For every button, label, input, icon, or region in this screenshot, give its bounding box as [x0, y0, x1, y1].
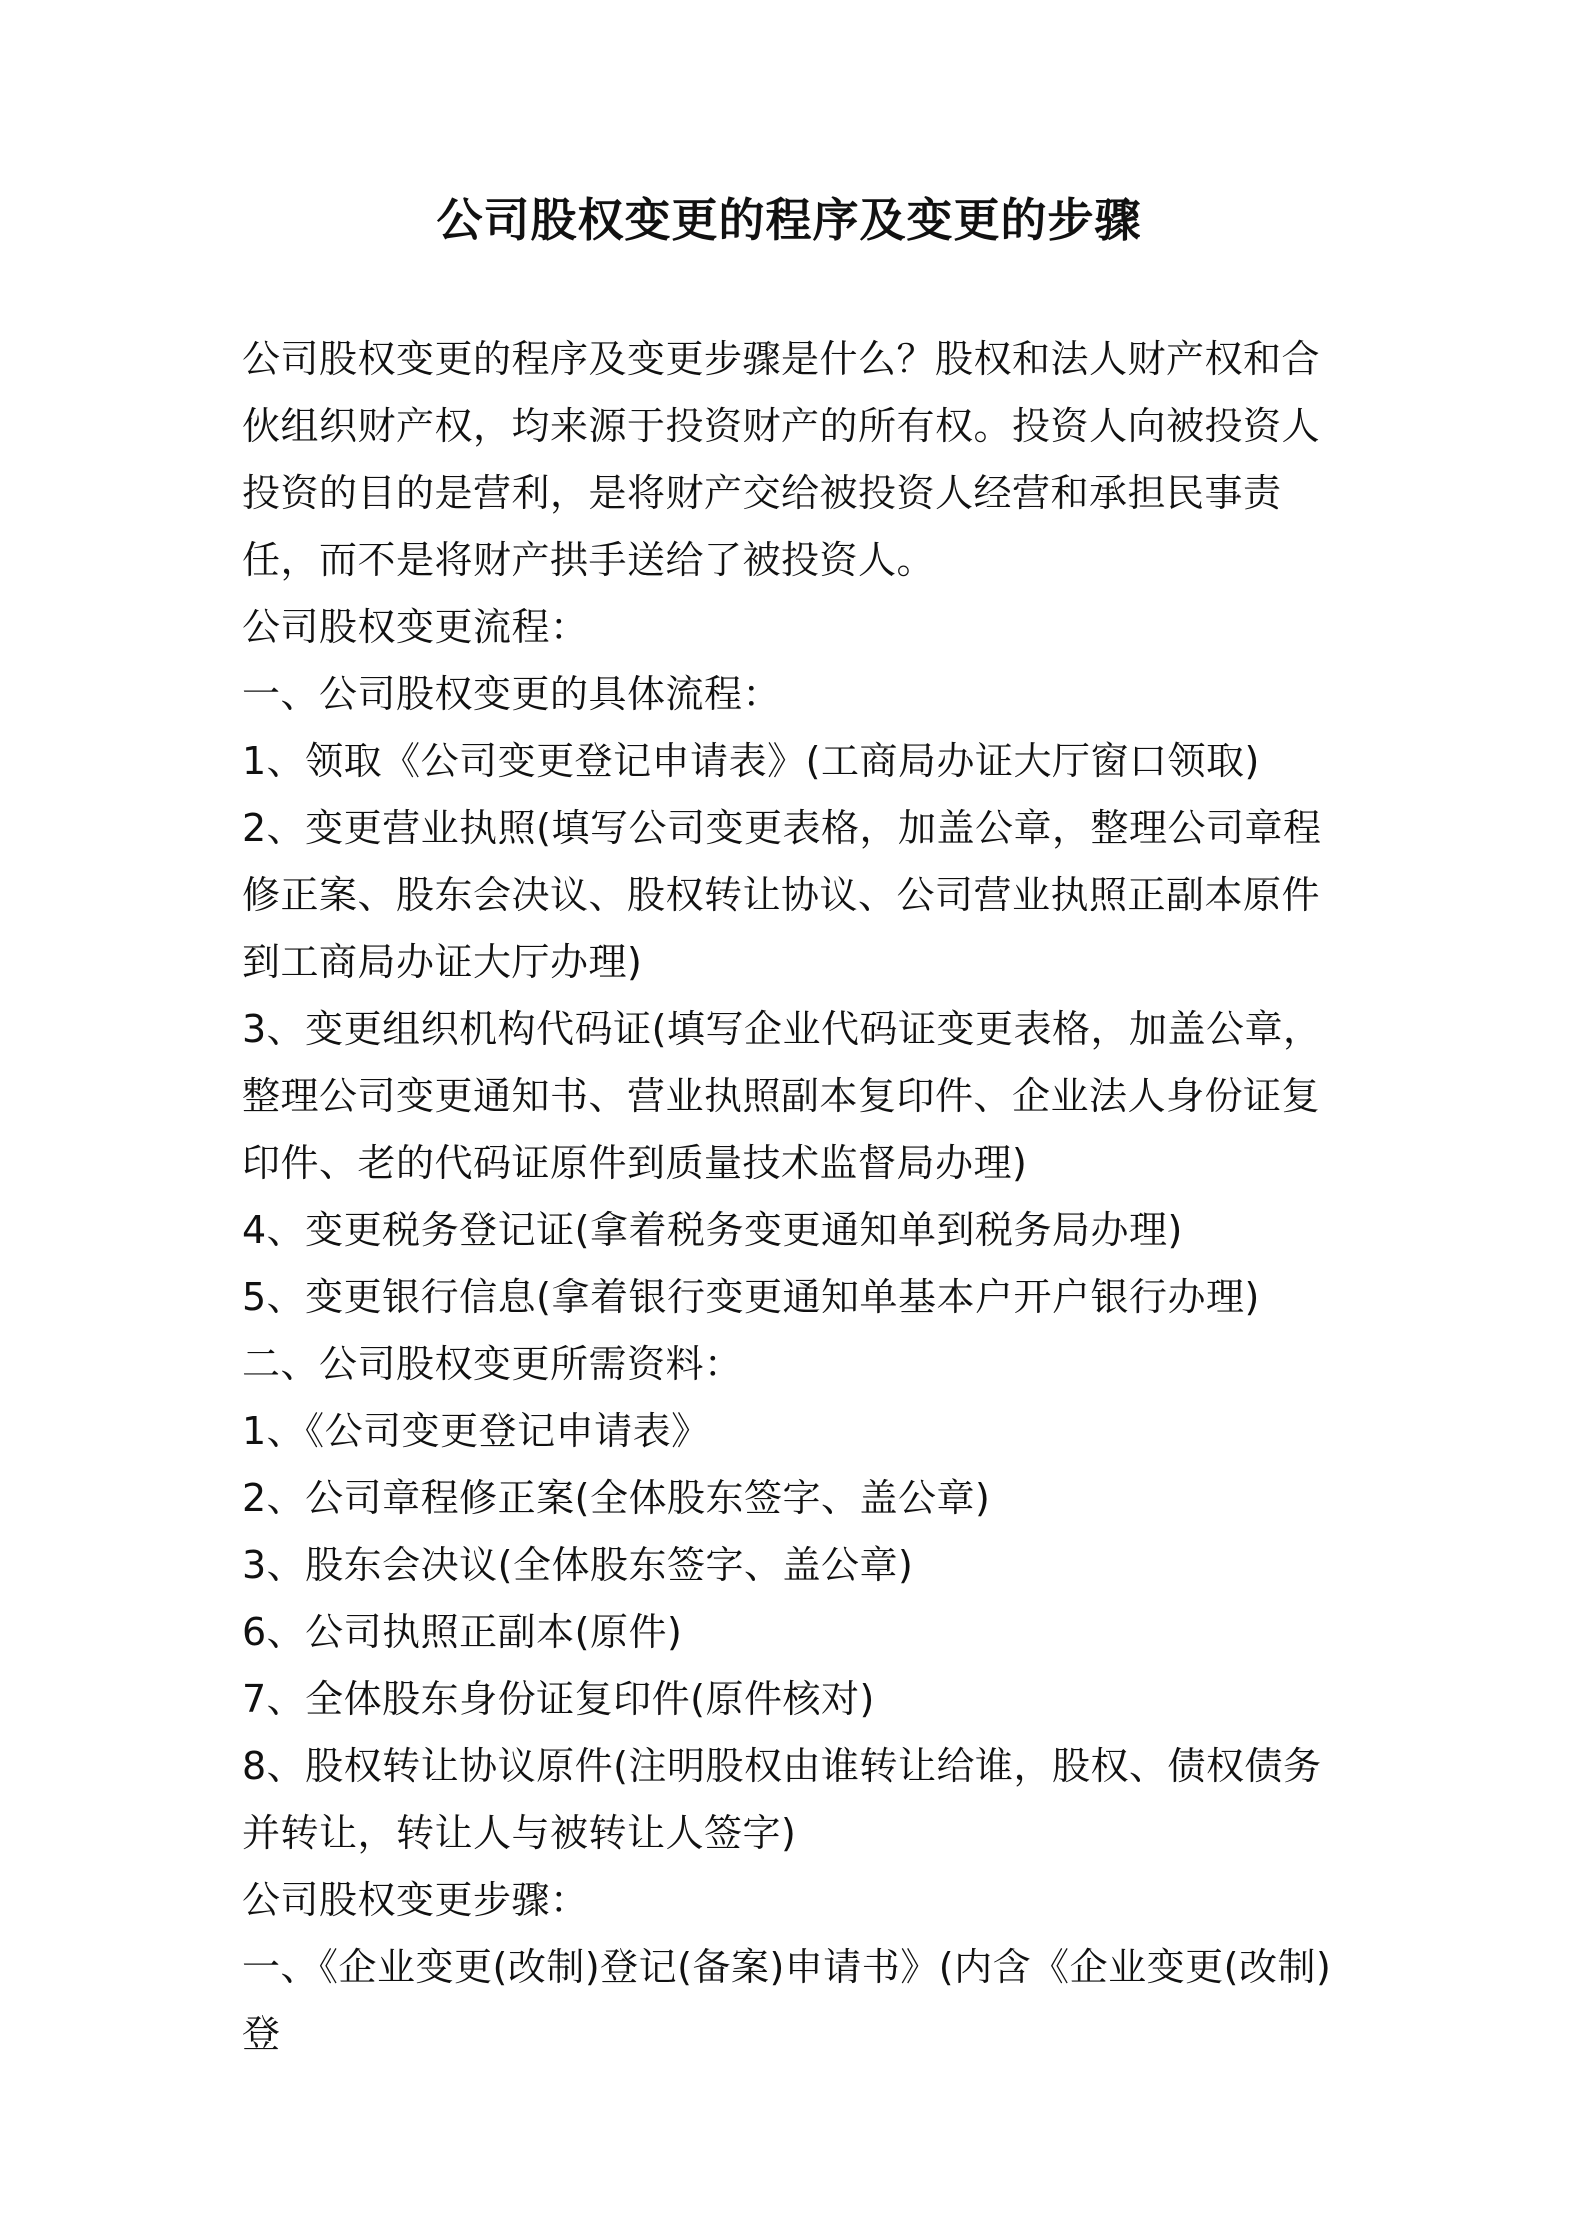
document-title: 公司股权变更的程序及变更的步骤 — [436, 193, 1142, 247]
paragraph-intro: 公司股权变更的程序及变更步骤是什么？股权和法人财产权和合伙组织财产权，均来源于投资财产的所有权。投资人向被投资人投资的目的是营利，是将财产交给被投资人经营和承担民事责任，而不是将财产拱手送给了被投资人。 — [242, 337, 1321, 582]
paragraph-process-heading: 公司股权变更流程： — [242, 605, 589, 649]
list-item: 8、股权转让协议原件(注明股权由谁转让给谁，股权、债权债务并转让，转让人与被转让人签字) — [242, 1744, 1322, 1855]
list-item: 一、《企业变更(改制)登记(备案)申请书》(内含《企业变更(改制)登 — [242, 1945, 1332, 2056]
list-item: 1、领取《公司变更登记申请表》(工商局办证大厅窗口领取) — [242, 739, 1260, 783]
list-item: 2、公司章程修正案(全体股东签字、盖公章) — [242, 1476, 991, 1520]
section-heading-specific-process: 一、公司股权变更的具体流程： — [242, 672, 782, 716]
list-item: 6、公司执照正副本(原件) — [242, 1610, 683, 1654]
list-item: 7、全体股东身份证复印件(原件核对) — [242, 1677, 875, 1721]
section-heading-required-materials: 二、公司股权变更所需资料： — [242, 1342, 743, 1386]
list-item: 4、变更税务登记证(拿着税务变更通知单到税务局办理) — [242, 1208, 1183, 1252]
list-item: 5、变更银行信息(拿着银行变更通知单基本户开户银行办理) — [242, 1275, 1260, 1319]
list-item: 2、变更营业执照(填写公司变更表格，加盖公章，整理公司章程修正案、股东会决议、股权转让协议、公司营业执照正副本原件到工商局办证大厅办理) — [242, 806, 1322, 984]
list-item: 3、股东会决议(全体股东签字、盖公章) — [242, 1543, 914, 1587]
list-item: 1、《公司变更登记申请表》 — [242, 1409, 710, 1453]
list-item: 3、变更组织机构代码证(填写企业代码证变更表格，加盖公章，整理公司变更通知书、营业执照副本复印件、企业法人身份证复印件、老的代码证原件到质量技术监督局办理) — [242, 1007, 1322, 1185]
document-body — [242, 326, 1352, 2068]
paragraph-steps-heading: 公司股权变更步骤： — [242, 1878, 589, 1922]
